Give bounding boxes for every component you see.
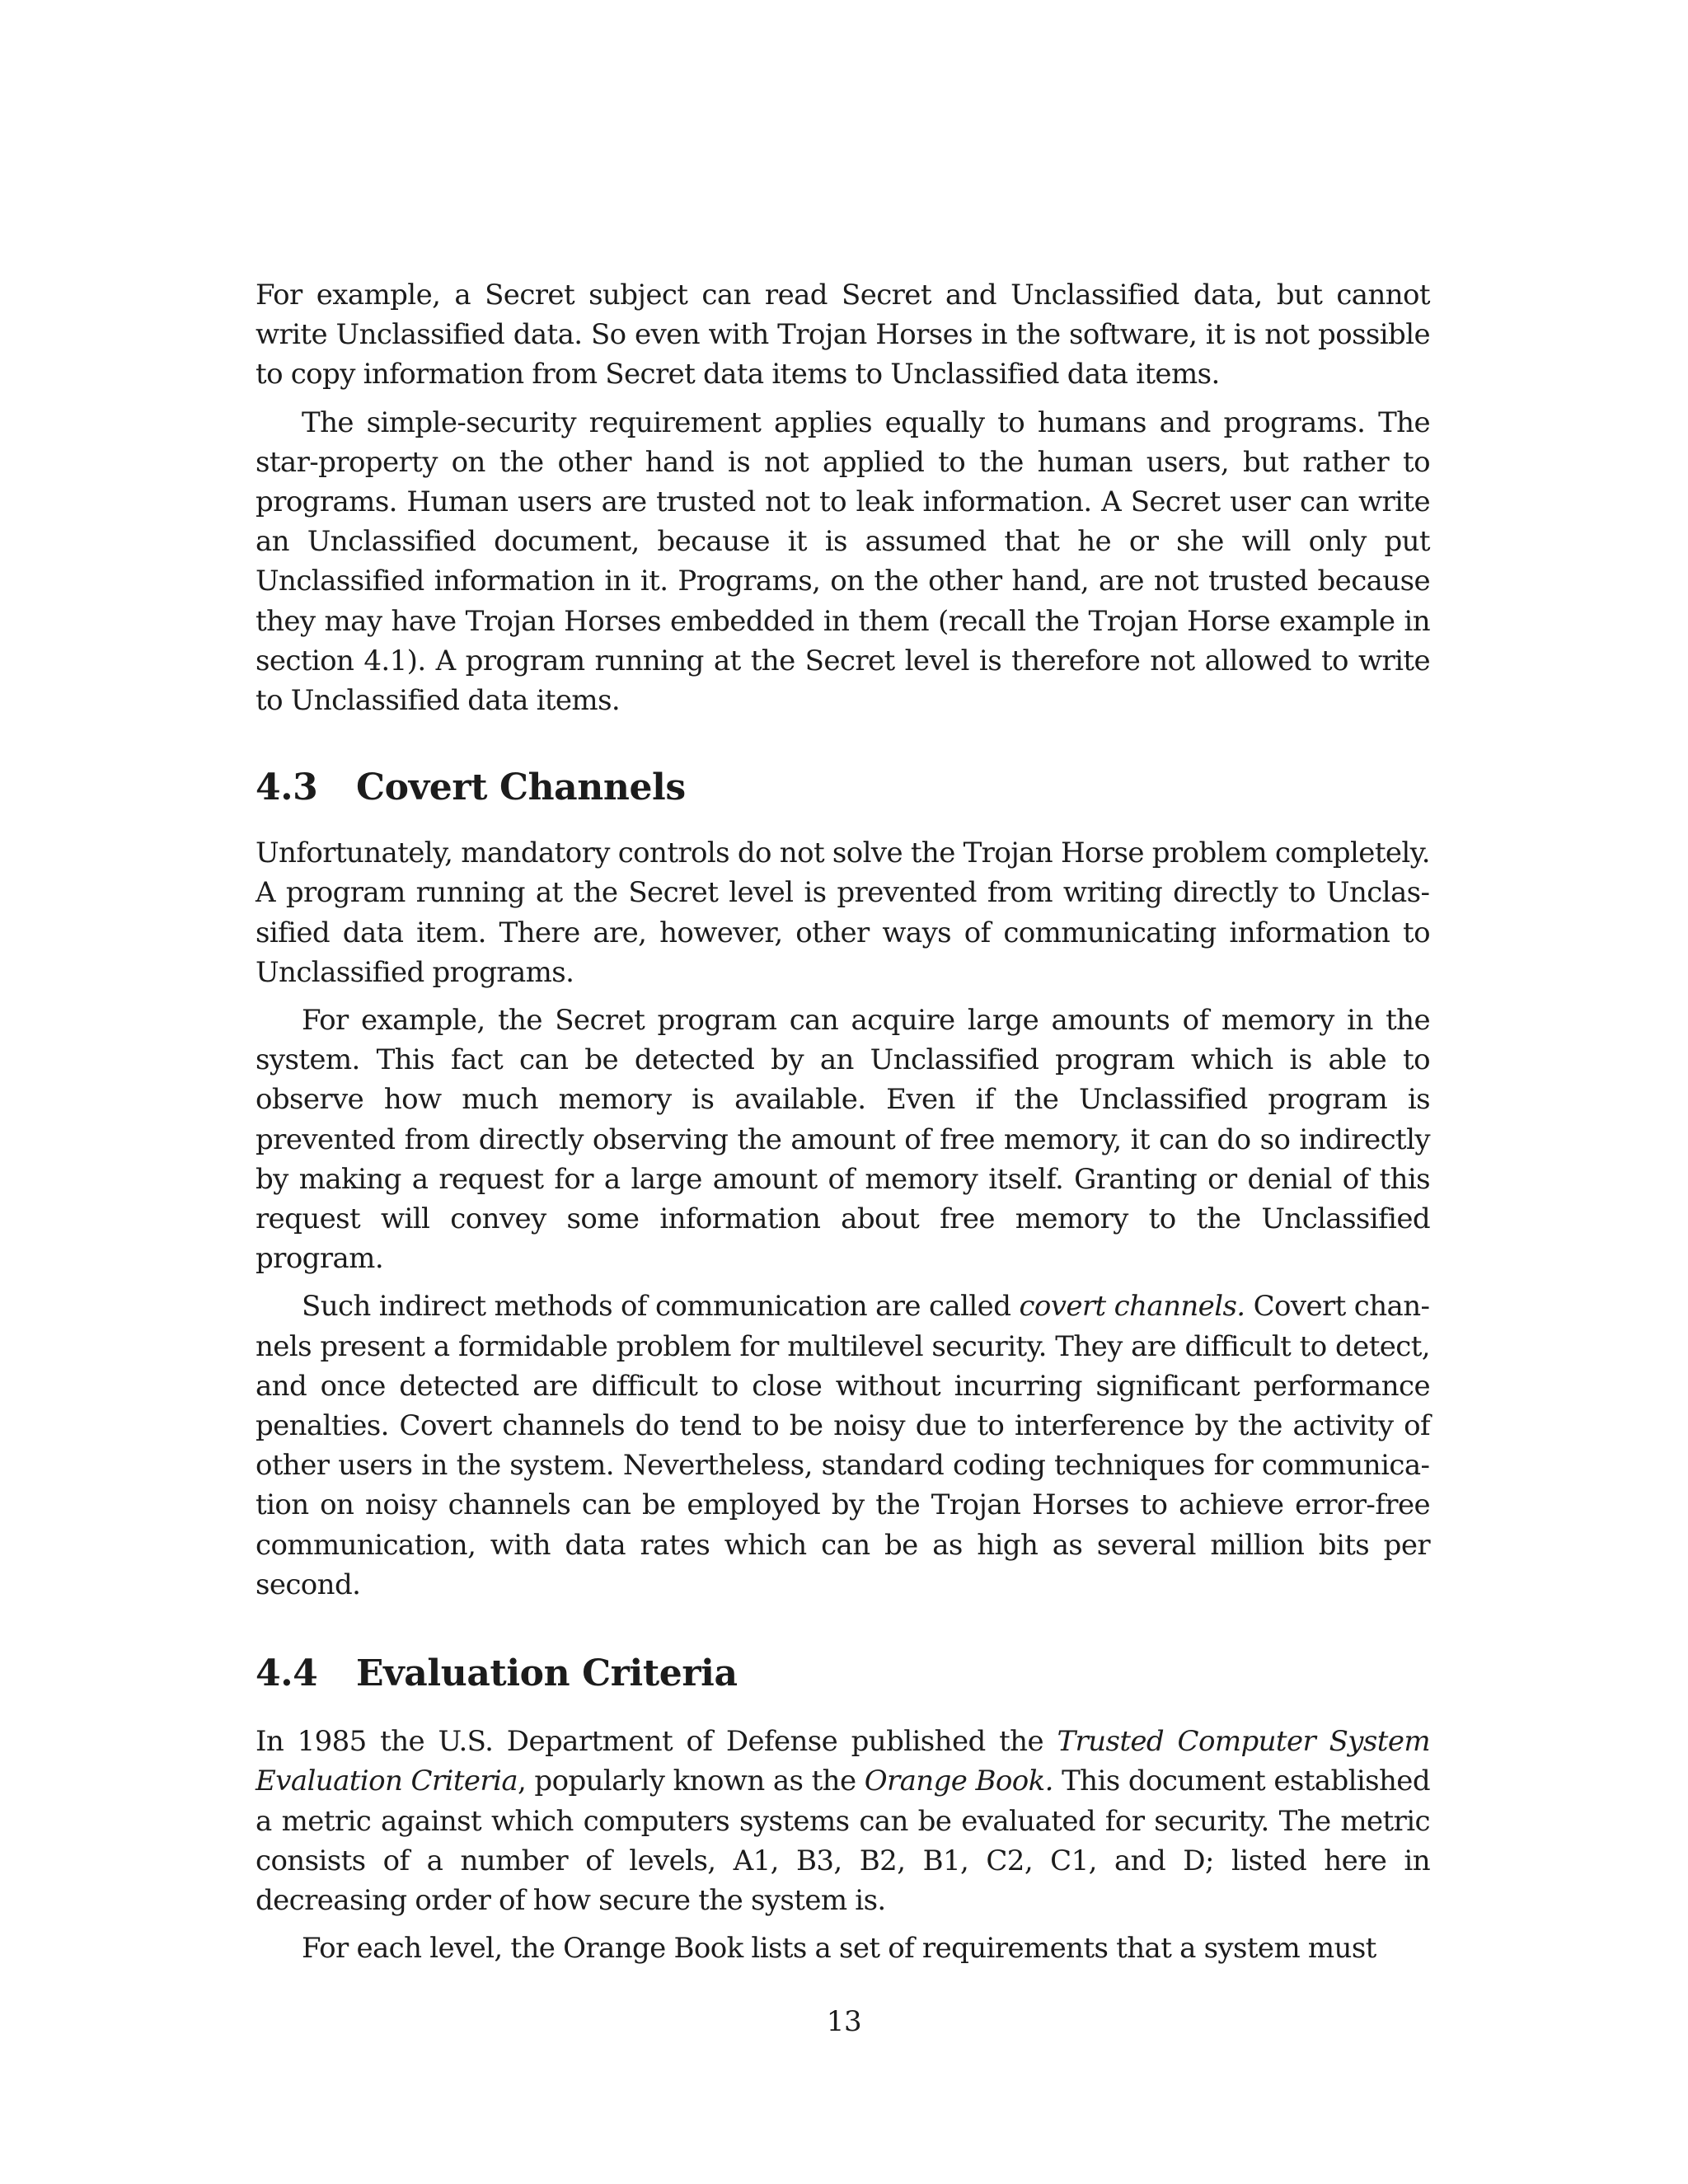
section-heading-4-4 [256, 1651, 1430, 1697]
paragraph-4-3-2: For example, the Secret program can acquire large amounts of memory in the system. This fact can be detected by an Unclassified program which is able to observe how much memory is available. Even if the Unclassified program is prevented from directly observing the amount of free memory, it can do so indirectly by making a request for a large amount of memory itself. Granting or denial of this request will convey some information about free memory to the Unclassified program. [256, 1004, 1430, 1276]
section-number-4-3: 4.3 [256, 766, 318, 809]
paragraph-4-3-3-text-a: Such indirect methods of communication are called [302, 1290, 1020, 1324]
section-title-4-3: Covert Channels [356, 766, 686, 809]
page-body [256, 275, 1430, 1968]
paragraph-4-4-1-text-a: In 1985 the U.S. Department of Defense published the [256, 1725, 1057, 1759]
covert-channels-term: covert channels. [1019, 1290, 1245, 1324]
paragraph-4-3-3 [256, 1286, 1430, 1605]
paragraph-4-4-1 [256, 1722, 1430, 1920]
page-number: 13 [826, 2005, 862, 2038]
orange-book-term: Orange Book. [864, 1765, 1053, 1798]
paragraph-4-3-3-text-b: Covert channels present a formidable problem for multilevel security. They are difficult to detect, and once detected are difficult to close without incurring significant performance penalties. Covert channels do tend to be noisy due to interference by the activity of other users in the system. Nevertheless, standard coding techniques for communication on noisy channels can be employed by the Trojan Horses to achieve error-free communication, with data rates which can be as high as several million bits per second. [256, 1290, 1431, 1601]
paragraph-4-4-1-text-b: , popularly known as the [518, 1765, 865, 1798]
section-heading-4-3 [256, 765, 1430, 811]
paragraph-intro-2: The simple-security requirement applies equally to humans and programs. The star-property on the other hand is not applied to the human users, but rather to programs. Human users are trusted not to leak information. A Secret user can write an Unclassified document, because it is assumed that he or she will only put Unclassified information in it. Programs, on the other hand, are not trusted because they may have Trojan Horses embedded in them (recall the Trojan Horse example in section 4.1). A program running at the Secret level is therefore not allowed to write to Unclassified data items. [256, 405, 1430, 718]
paragraph-4-3-1: Unfortunately, mandatory controls do not solve the Trojan Horse problem completely. A program running at the Secret level is prevented from writing directly to Unclassified data item. There are, however, other ways of communicating information to Unclassified programs. [256, 837, 1430, 989]
section-number-4-4: 4.4 [256, 1652, 318, 1695]
tcsec-title: Trusted Computer System Evaluation Criteria [256, 1725, 1430, 1798]
section-title-4-4: Evaluation Criteria [356, 1652, 738, 1695]
paragraph-4-4-1-text-c: This document established a metric against which computers systems can be evaluated for security. The metric consists of a number of levels, A1, B3, B2, B1, C2, C1, and D; listed here in decreasing order of how secure the system is. [256, 1765, 1430, 1917]
paragraph-intro-1: For example, a Secret subject can read Secret and Unclassified data, but cannot write Unclassified data. So even with Trojan Horses in the software, it is not possible to copy information from Secret data items to Unclassified data items. [256, 279, 1430, 391]
paragraph-4-4-2: For each level, the Orange Book lists a set of requirements that a system must [302, 1932, 1376, 1966]
